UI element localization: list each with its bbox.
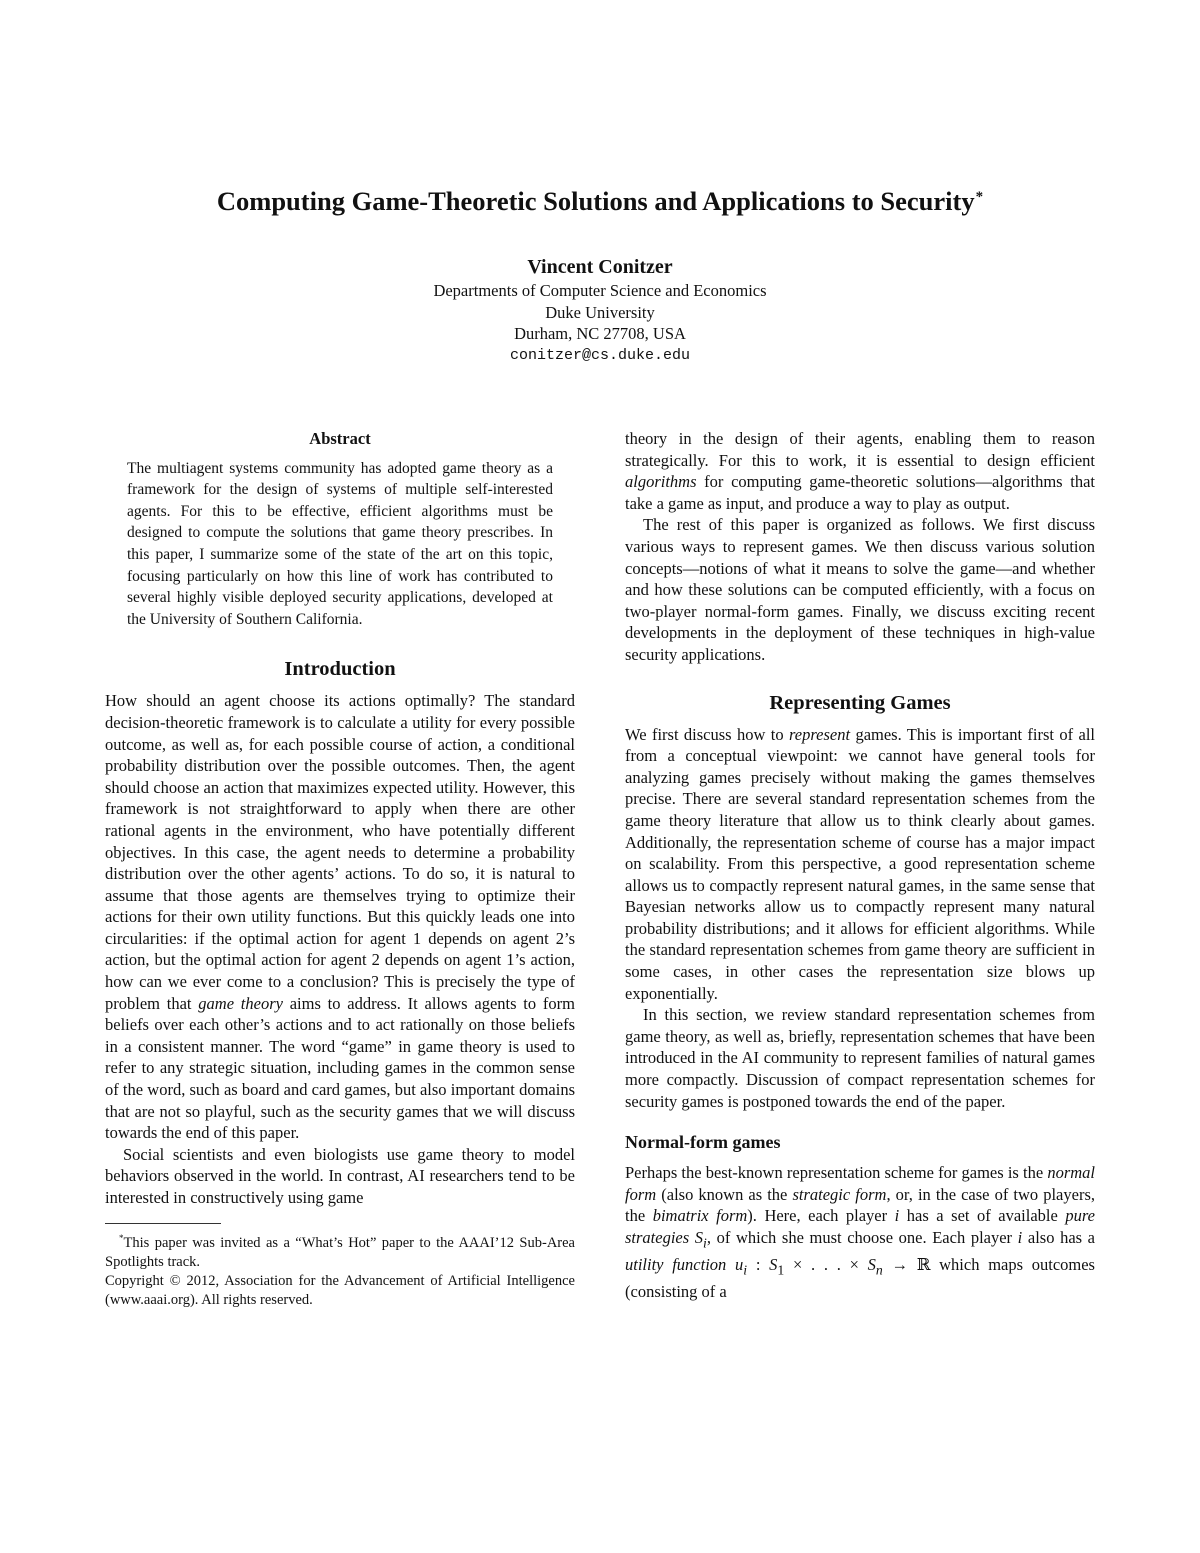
abstract: [105, 428, 575, 630]
emphasis-algorithms: algorithms: [625, 472, 697, 492]
paragraph-text: games. This is important first of all from a conceptual viewpoint: we cannot have general tools for analyzing games precisely without making the games themselves precise. There are several standard representation schemes from the game theory literature that allow us to think clearly about games. Additionally, the representation scheme of course has a major impact on scalability. From this perspective, a good representation scheme allows us to compactly represent natural games, in the same sense that Bayesian networks allow us to compactly represent many natural probability distributions; and it allows for efficient algorithms. While the standard representation schemes from game theory are sufficient in some cases, in other cases the representation size blows up exponentially.: [625, 724, 1095, 1003]
paragraph-text: :: [747, 1254, 770, 1274]
paragraph-text: for computing game-theoretic solutions—algorithms that take a game as input, and produce a way to play as output.: [625, 472, 1095, 513]
introduction-paragraph-3: [625, 428, 1095, 514]
introduction-paragraph-2: Social scientists and even biologists use game theory to model behaviors observed in the world. In contrast, AI researchers tend to be interested in constructively using game: [105, 1144, 575, 1207]
emphasis-pure-strategies: pure strategies: [625, 1206, 1095, 1247]
footnote-mark: *: [119, 1232, 124, 1243]
affiliation-address: Durham, NC 27708, USA: [514, 324, 686, 343]
abstract-text: The multiagent systems community has adopted game theory as a framework for the design of systems of multiple self-interested agents. For this to be effective, efficient algorithms must be designed to compute the solutions that game theory prescribes. In this paper, I summarize some of the state of the art on this topic, focusing particularly on how this line of work has contributed to several highly visible deployed security applications, developed at the University of Southern California.: [127, 459, 553, 628]
math-sub-1: 1: [777, 1262, 785, 1278]
math-sub-i: i: [743, 1262, 748, 1278]
author-email[interactable]: conitzer@cs.duke.edu: [509, 346, 691, 364]
paragraph-text: aims to address. It allows agents to form beliefs over each other’s actions and to act rationally on those beliefs in a consistent manner. The word “game” in game theory is used to refer to any strategic situation, including games in the common sense of the word, such as board and card games, but also important domains that are not so playful, such as the security games that we will discuss towards the end of this paper.: [105, 993, 575, 1143]
introduction-paragraph-4: The rest of this paper is organized as follows. We first discuss various ways to represent games. We then discuss various solution concepts—notions of what it means to solve the game—and whether and how these solutions can be computed efficiently, with a focus on two-player normal-form games. Finally, we discuss exciting recent developments in the deployment of these techniques in high-value security applications.: [625, 515, 1095, 664]
abstract-heading: Abstract: [309, 429, 371, 448]
title-text: Computing Game-Theoretic Solutions and Applications to Security: [216, 186, 975, 216]
emphasis-represent: represent: [788, 724, 851, 744]
math-i: i: [1017, 1228, 1023, 1247]
footnote-rule: [105, 1223, 221, 1224]
paragraph-text: has a set of available: [899, 1206, 1066, 1226]
footnote-copyright: Copyright © 2012, Association for the Advancement of Artificial Intelligence (www.aaai.org). All rights reserved.: [105, 1272, 575, 1308]
normal-form-heading: Normal-form games: [625, 1132, 781, 1153]
paragraph-text: theory in the design of their agents, enabling them to reason strategically. For this to work, it is essential to design efficient: [625, 429, 1095, 470]
emphasis-game-theory: game theory: [198, 993, 283, 1013]
affiliation-university: Duke University: [545, 302, 655, 322]
footnote-text: This paper was invited as a “What’s Hot” paper to the AAAI’12 Sub-Area Spotlights track.: [105, 1234, 575, 1270]
emphasis-strategic-form: strategic form: [792, 1184, 887, 1204]
paragraph-text: → ℝ which maps outcomes (consisting of a: [625, 1254, 1095, 1301]
introduction-paragraph-1: [105, 690, 575, 1143]
math-i: i: [894, 1206, 900, 1226]
representing-games-heading: Representing Games: [769, 691, 951, 714]
math-sub-n: n: [875, 1262, 883, 1278]
math-sub-i: i: [703, 1235, 707, 1251]
math-u: u: [735, 1254, 744, 1274]
representing-games-paragraph-1: [625, 724, 1095, 1005]
paragraph-text: We first discuss how to: [625, 724, 789, 744]
normal-form-paragraph: [625, 1162, 1095, 1302]
math-S: S: [694, 1228, 704, 1247]
paragraph-text: × . . . ×: [784, 1254, 868, 1274]
right-column: [625, 428, 1095, 1302]
affiliation-departments: Departments of Computer Science and Economics: [433, 281, 767, 300]
emphasis-normal-form: normal form: [625, 1163, 1095, 1204]
title-footnote-mark: *: [975, 189, 984, 205]
emphasis-bimatrix-form: bimatrix form: [652, 1206, 748, 1226]
paragraph-text: How should an agent choose its actions optimally? The standard decision-theoretic framework is to calculate a utility for every possible outcome, as well as, for each possible course of action, a conditional probability distribution over the possible outcomes. Then, the agent should choose an action that maximizes expected utility. However, this framework is not straightforward to apply when there are other rational agents in the environment, who have potentially different objectives. In this case, the agent needs to determine a probability distribution over the other agents’ actions. To do so, it is natural to assume that those agents are themselves trying to optimize their actions for their own utility functions. But this quickly leads one into circularities: if the optimal action for agent 1 depends on agent 2’s action, but the optimal action for agent 2 depends on agent 1’s action, how can we ever come to a conclusion? This is precisely the type of problem that: [105, 691, 575, 1013]
introduction-heading: Introduction: [284, 658, 396, 681]
paragraph-text: also has a: [1022, 1228, 1096, 1247]
paragraph-text: ). Here, each player: [747, 1206, 895, 1226]
emphasis-utility-function: utility function: [625, 1254, 727, 1274]
math-S: S: [867, 1254, 876, 1274]
paragraph-text: , or, in the case of two players, the: [625, 1184, 1095, 1226]
paragraph-text: (also known as the: [656, 1184, 793, 1204]
paper-title: [0, 186, 1200, 217]
paragraph-text: , of which she must choose one. Each player: [706, 1228, 1018, 1247]
representing-games-paragraph-2: In this section, we review standard representation schemes from game theory, as well as, briefly, representation schemes that have been introduced in the AI community to represent families of natural games more compactly. Discussion of compact representation schemes for security games is postponed towards the end of the paper.: [625, 1005, 1095, 1111]
footnote-invited: [105, 1229, 575, 1272]
author-name: Vincent Conitzer: [527, 256, 673, 278]
paragraph-text: Perhaps the best-known representation scheme for games is the: [625, 1163, 1048, 1183]
math-S: S: [769, 1254, 778, 1274]
left-column: [105, 428, 575, 1310]
author-block: [0, 254, 1200, 366]
